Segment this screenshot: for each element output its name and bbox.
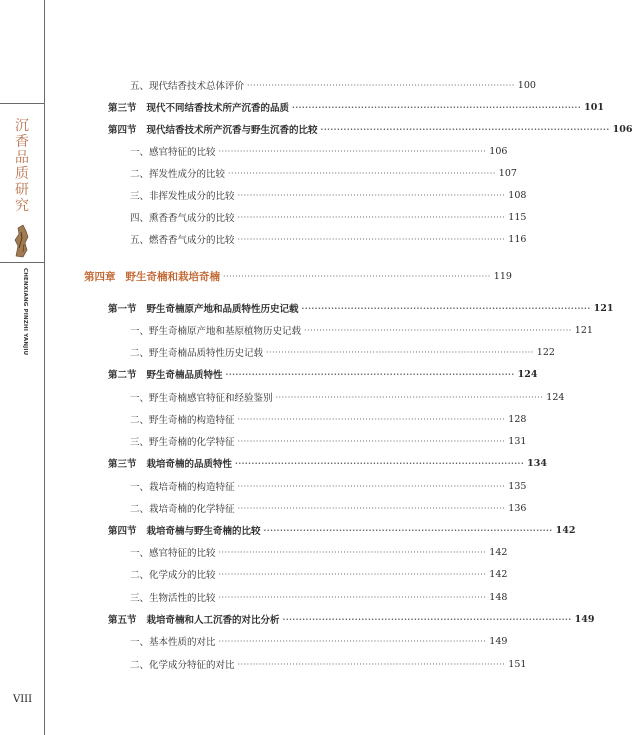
leader-dots: ························································································ xyxy=(237,659,506,669)
toc-entry[interactable] xyxy=(0,434,527,448)
leader-dots: ························································································ xyxy=(237,414,506,424)
toc-entry[interactable] xyxy=(0,232,527,246)
leader-dots: ························································································ xyxy=(235,458,525,468)
toc-entry-label: 四、熏香香气成分的比较 xyxy=(130,213,235,224)
leader-dots: ························································································ xyxy=(218,569,487,579)
toc-entry[interactable] xyxy=(0,188,527,202)
leader-dots: ························································································ xyxy=(282,614,572,624)
toc-entry[interactable] xyxy=(0,210,527,224)
toc-entry-label: 五、现代结香技术总体评价 xyxy=(130,81,245,92)
book-title-cn: 沉香品质研究 xyxy=(15,118,29,214)
section-title: 栽培奇楠和人工沉香的对比分析 xyxy=(146,615,280,626)
toc-entry-label: 一、野生奇楠感官特征和经验鉴别 xyxy=(130,393,273,404)
toc-entry[interactable] xyxy=(0,144,508,158)
toc-entry-page: 149 xyxy=(489,635,508,647)
toc-section[interactable] xyxy=(0,612,595,626)
toc-entry-label: 一、感官特征的比较 xyxy=(130,147,216,158)
toc-entry[interactable] xyxy=(0,545,508,559)
toc-entry[interactable] xyxy=(0,345,555,359)
toc-section[interactable] xyxy=(0,301,614,315)
leader-dots: ························································································ xyxy=(320,124,610,134)
toc-section[interactable] xyxy=(0,523,576,537)
toc-entry[interactable] xyxy=(0,390,565,404)
toc-entry-label: 一、栽培奇楠的构造特征 xyxy=(130,482,235,493)
toc-entry[interactable] xyxy=(0,634,508,648)
toc-entry[interactable] xyxy=(0,590,508,604)
toc-entry-label: 一、感官特征的比较 xyxy=(130,548,216,559)
toc-entry-page: 115 xyxy=(508,211,527,223)
leader-dots: ························································································ xyxy=(223,271,491,281)
section-title: 栽培奇楠的品质特性 xyxy=(146,459,233,470)
toc-section[interactable] xyxy=(0,122,632,136)
toc-entry-page: 131 xyxy=(508,435,527,447)
section-number: 第三节 xyxy=(108,459,137,470)
toc-entry-page: 100 xyxy=(517,79,536,91)
toc-entry-label: 一、野生奇楠原产地和基原植物历史记载 xyxy=(130,326,302,337)
toc-entry-label: 一、基本性质的对比 xyxy=(130,637,216,648)
page-number: VIII xyxy=(13,694,33,705)
toc-chapter[interactable] xyxy=(0,268,512,284)
toc-entry-page: 107 xyxy=(498,167,517,179)
toc-entry-label: 五、燃香香气成分的比较 xyxy=(130,235,235,246)
leader-dots: ························································································ xyxy=(237,234,506,244)
leader-dots: ························································································ xyxy=(228,168,496,178)
leader-dots: ························································································ xyxy=(237,503,506,513)
toc-entry-page: 148 xyxy=(489,591,508,603)
section-number: 第五节 xyxy=(108,615,137,626)
chapter-title: 野生奇楠和栽培奇楠 xyxy=(125,270,220,283)
toc-entry[interactable] xyxy=(0,567,508,581)
leader-dots: ························································································ xyxy=(237,212,506,222)
leader-dots: ························································································ xyxy=(218,146,487,156)
toc-entry-page: 122 xyxy=(536,346,555,358)
leader-dots: ························································································ xyxy=(237,481,506,491)
leader-dots: ························································································ xyxy=(218,592,487,602)
chapter-number: 第四章 xyxy=(84,270,116,283)
toc-entry-label: 二、野生奇楠品质特性历史记载 xyxy=(130,348,264,359)
section-number: 第四节 xyxy=(108,125,137,136)
leader-dots: ························································································ xyxy=(304,325,572,335)
toc-entry-label: 二、野生奇楠的构造特征 xyxy=(130,415,235,426)
section-title: 现代不同结香技术所产沉香的品质 xyxy=(146,103,290,114)
toc-section[interactable] xyxy=(0,100,604,114)
section-page: 149 xyxy=(574,613,595,625)
leader-dots: ························································································ xyxy=(292,102,582,112)
toc-entry-page: 128 xyxy=(508,413,527,425)
toc-entry[interactable] xyxy=(0,323,593,337)
leader-dots: ························································································ xyxy=(301,303,591,313)
toc-entry[interactable] xyxy=(0,78,536,92)
toc-entry[interactable] xyxy=(0,412,527,426)
section-page: 142 xyxy=(555,524,576,536)
section-page: 106 xyxy=(612,123,632,135)
toc-entry-page: 108 xyxy=(508,189,527,201)
section-number: 第二节 xyxy=(108,370,137,381)
section-page: 121 xyxy=(593,302,614,314)
section-page: 124 xyxy=(517,368,538,380)
section-number: 第四节 xyxy=(108,526,137,537)
toc-entry-page: 142 xyxy=(489,568,508,580)
toc-entry-page: 106 xyxy=(489,145,508,157)
section-title: 野生奇楠品质特性 xyxy=(146,370,223,381)
toc-entry[interactable] xyxy=(0,479,527,493)
leader-dots: ························································································ xyxy=(266,347,534,357)
toc-entry-label: 二、栽培奇楠的化学特征 xyxy=(130,504,235,515)
book-title-en: CHENXIANG PINZHI YANJIU xyxy=(22,268,28,356)
toc-entry[interactable] xyxy=(0,501,527,515)
section-title: 栽培奇楠与野生奇楠的比较 xyxy=(146,526,261,537)
toc-entry-page: 151 xyxy=(508,658,527,670)
leader-dots: ························································································ xyxy=(263,525,553,535)
toc-entry-page: 142 xyxy=(489,546,508,558)
toc-entry-page: 121 xyxy=(574,324,593,336)
toc-entry[interactable] xyxy=(0,166,517,180)
toc-entry-label: 二、化学成分的比较 xyxy=(130,570,216,581)
toc-entry-page: 124 xyxy=(546,391,565,403)
leader-dots: ························································································ xyxy=(237,436,506,446)
toc-entry[interactable] xyxy=(0,657,527,671)
toc-entry-label: 二、化学成分特征的对比 xyxy=(130,660,235,671)
section-page: 101 xyxy=(584,101,604,113)
section-title: 现代结香技术所产沉香与野生沉香的比较 xyxy=(146,125,318,136)
toc-entry-label: 二、挥发性成分的比较 xyxy=(130,169,226,180)
section-page: 134 xyxy=(527,457,547,469)
leader-dots: ························································································ xyxy=(218,636,487,646)
toc-entry-page: 136 xyxy=(508,502,527,514)
section-number: 第一节 xyxy=(108,304,137,315)
chapter-page: 119 xyxy=(493,270,512,282)
section-number: 第三节 xyxy=(108,103,137,114)
leader-dots: ························································································ xyxy=(225,369,515,379)
toc-entry-page: 135 xyxy=(508,480,527,492)
toc-entry-page: 116 xyxy=(508,233,527,245)
section-title: 野生奇楠原产地和品质特性历史记载 xyxy=(146,304,299,315)
leader-dots: ························································································ xyxy=(275,392,544,402)
leader-dots: ························································································ xyxy=(247,80,515,90)
toc-entry-label: 三、生物活性的比较 xyxy=(130,593,216,604)
leader-dots: ························································································ xyxy=(218,547,487,557)
toc-section[interactable] xyxy=(0,367,538,381)
leader-dots: ························································································ xyxy=(237,190,506,200)
toc-entry-label: 三、非挥发性成分的比较 xyxy=(130,191,235,202)
toc-section[interactable] xyxy=(0,456,547,470)
toc-entry-label: 三、野生奇楠的化学特征 xyxy=(130,437,235,448)
